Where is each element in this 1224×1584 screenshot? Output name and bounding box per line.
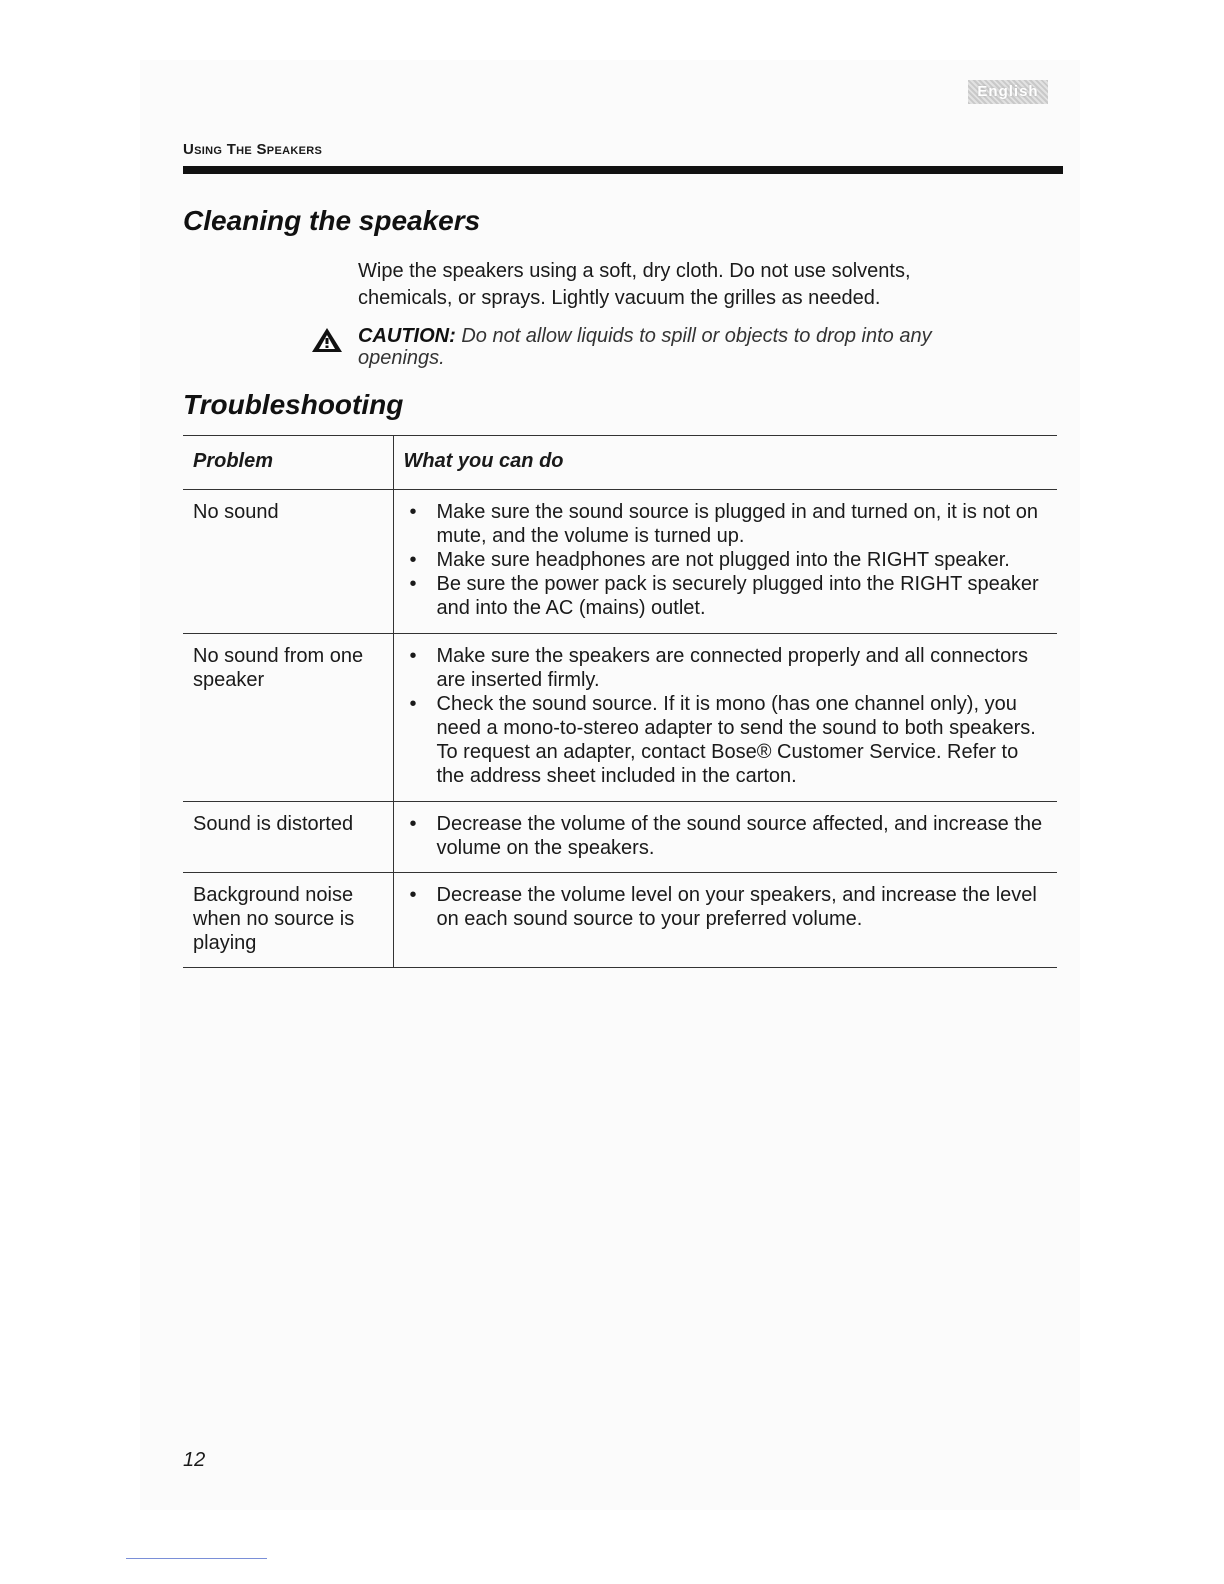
language-tab: English [968,80,1048,104]
solution-list [404,883,1048,931]
solution-list [404,500,1048,620]
page-number: 12 [183,1449,206,1471]
table-row [183,802,1057,873]
header-rule [183,166,1063,174]
solution-list [404,812,1048,860]
solution-item: • Make sure the speakers are connected properly and all connectors are inserted firmly. [404,644,1048,692]
troubleshooting-table [183,435,1057,968]
cleaning-title: Cleaning the speakers [183,205,481,236]
solution-item: • Decrease the volume of the sound source affected, and increase the volume on the speakers. [404,812,1048,860]
solution-cell [393,634,1057,802]
problem-cell: No sound from one speaker [183,634,393,802]
solution-list [404,644,1048,788]
problem-cell: Sound is distorted [183,802,393,873]
column-header-solution: What you can do [393,436,1057,490]
solution-item: • Be sure the power pack is securely plugged into the RIGHT speaker and into the AC (mains) outlet. [404,572,1048,620]
solution-item: • Decrease the volume level on your speakers, and increase the level on each sound source to your preferred volume. [404,883,1048,931]
column-header-problem: Problem [183,436,393,490]
solution-item: • Make sure headphones are not plugged into the RIGHT speaker. [404,548,1048,572]
solution-item: • Make sure the sound source is plugged in and turned on, it is not on mute, and the volume is turned up. [404,500,1048,548]
warning-icon [311,327,343,353]
scan-artifact-line [126,1558,267,1559]
problem-cell: Background noise when no source is playing [183,873,393,968]
caution-label: CAUTION: [358,325,456,347]
caution-note [311,325,1011,369]
cleaning-body: Wipe the speakers using a soft, dry cloth. Do not use solvents, chemicals, or sprays. Lightly vacuum the grilles as needed. [358,260,911,309]
caution-text-block [358,325,1011,369]
table-row [183,634,1057,802]
table-row [183,873,1057,968]
problem-cell: No sound [183,490,393,634]
caution-message: Do not allow liquids to spill or objects to drop into any openings. [358,325,932,369]
table-header-row [183,436,1057,490]
solution-cell [393,873,1057,968]
troubleshooting-title: Troubleshooting [183,389,404,420]
solution-item: • Check the sound source. If it is mono (has one channel only), you need a mono-to-stereo adapter to send the sound to both speakers. To request an adapter, contact Bose® Customer Service. Refer to the address sheet included in the carton. [404,692,1048,788]
solution-cell [393,490,1057,634]
running-head: Using The Speakers [183,141,323,158]
table-row [183,490,1057,634]
solution-cell [393,802,1057,873]
